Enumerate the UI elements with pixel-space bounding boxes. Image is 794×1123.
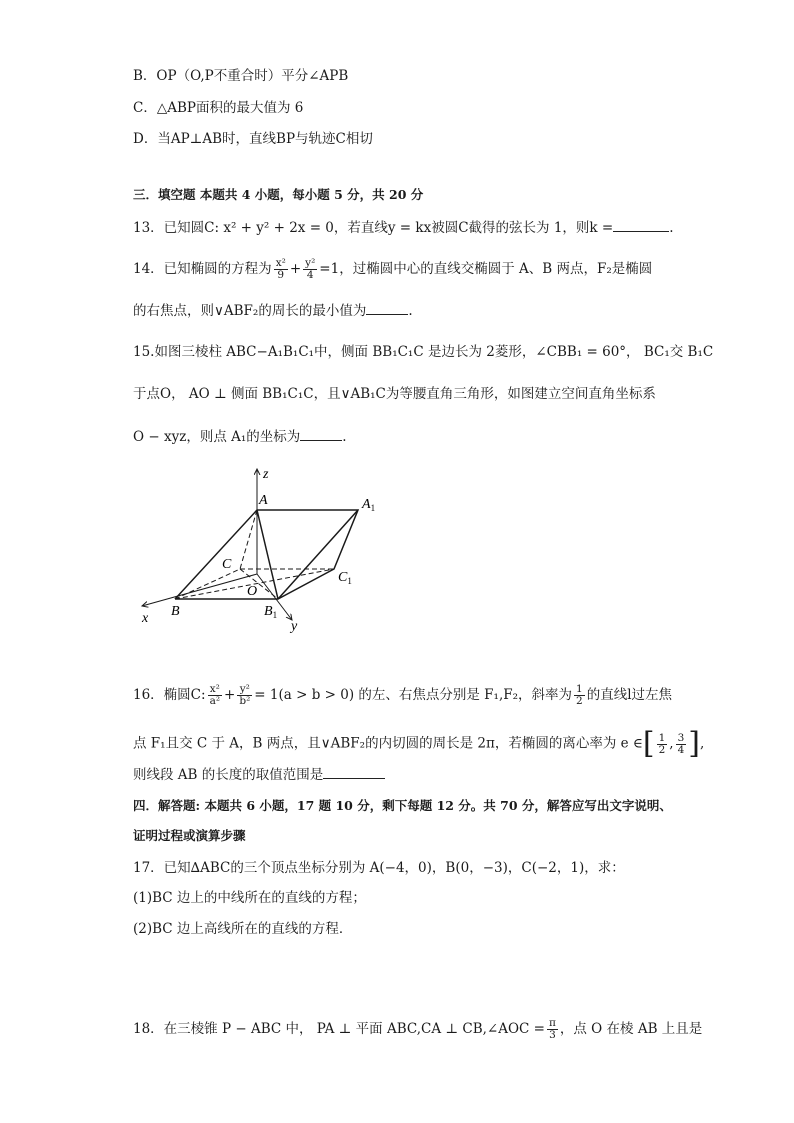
q16-fraction-y2-over-b2	[237, 684, 252, 707]
label-B: B	[171, 604, 180, 619]
q18-frac-den: 3	[549, 1029, 556, 1041]
q16-pre: 16．椭圆C:	[133, 687, 206, 703]
q14-frac2-den: 4	[306, 269, 314, 281]
q16-frac1-num: x²	[208, 684, 222, 696]
label-y: y	[291, 619, 298, 634]
q16c-text: 则线段 AB 的长度的取值范围是	[133, 767, 324, 783]
question-17-part-1: (1)BC 边上的中线所在的直线的方程；	[133, 890, 366, 906]
q14-frac2-num: y²	[305, 257, 316, 269]
q16-post: 的直线l过左焦	[586, 687, 673, 703]
question-17: 17．已知∆ABC的三个顶点坐标分别为 A(−4，0)，B(0，−3)，C(−2，1)，求：	[133, 860, 625, 876]
prism-figure	[130, 464, 390, 634]
q16-frac1-den: a²	[209, 695, 221, 707]
question-15-line-2: 于点O， AO ⊥ 侧面 BB₁C₁C，且∨AB₁C为等腰直角三角形，如图建立空间直角坐标系	[133, 386, 656, 402]
q16-frac2-den: b²	[239, 695, 251, 707]
q16-mid: = 1(a > b > 0) 的左、右焦点分别是 F₁,F₂，斜率为	[254, 687, 573, 703]
q16-fraction-three-quarters	[676, 733, 687, 756]
section-4-heading-line-1: 四．解答题: 本题共 6 小题，17 题 10 分，剩下每题 12 分。共 70 分，解答应写出文字说明、	[133, 798, 672, 813]
option-b: B．OP（O,P不重合时）平分∠APB	[133, 68, 349, 84]
q13-text: 13．已知圆C: x² + y² + 2x = 0，若直线y = kx被圆C截得的弦长为 1，则k =	[133, 220, 614, 236]
question-17-part-2: (2)BC 边上高线所在的直线的方程．	[133, 921, 353, 937]
q18-fraction-pi-over-3	[547, 1018, 558, 1041]
x-axis	[142, 574, 257, 606]
q16-fraction-x2-over-a2	[208, 684, 222, 707]
q16-fraction-half	[657, 733, 668, 756]
q16-frac4-num: 1	[658, 731, 666, 744]
q14-pre: 14．已知椭圆的方程为	[133, 261, 272, 277]
label-C: C	[222, 557, 232, 572]
label-A: A	[259, 493, 268, 508]
q16-frac5-num: 3	[677, 731, 685, 744]
q14-answer-blank[interactable]	[366, 300, 408, 315]
label-C1: $C_1$	[338, 570, 352, 586]
q16-plus: +	[224, 687, 236, 703]
question-16-line-3	[133, 764, 385, 785]
q16-fraction-slope	[574, 684, 585, 707]
option-c: C．△ABP面积的最大值为 6	[133, 100, 304, 116]
q16-frac4-den: 2	[658, 743, 666, 756]
q16-frac3-den: 2	[576, 695, 583, 707]
question-18	[133, 1018, 702, 1041]
q15c-end: .	[342, 429, 347, 445]
label-z: z	[263, 467, 269, 482]
edge-A1-B1	[278, 510, 358, 599]
question-15-line-3	[133, 426, 347, 447]
question-15-line-1: 15.如图三棱柱 ABC−A₁B₁C₁中，侧面 BB₁C₁C 是边长为 2菱形，∠CBB₁ = 60°， BC₁交 B₁C	[133, 344, 714, 360]
question-13	[133, 217, 674, 238]
label-B1: $B_1$	[264, 604, 278, 620]
question-16-line-2	[133, 726, 705, 761]
q16-interval-comma: ,	[669, 735, 674, 752]
q15-answer-blank[interactable]	[300, 426, 342, 441]
question-16-line-1	[133, 684, 672, 707]
q15c-text: O − xyz，则点 A₁的坐标为	[133, 429, 301, 445]
q13-answer-blank[interactable]	[613, 217, 669, 232]
solid-edges	[175, 510, 358, 599]
q16b-pre: 点 F₁且交 C 于 A，B 两点，且∨ABF₂的内切圆的周长是 2π，若椭圆的离心率为 e ∈	[133, 735, 643, 752]
label-x: x	[142, 611, 149, 626]
question-14-line-2	[133, 300, 413, 321]
q16b-end: ,	[700, 735, 705, 752]
q16-frac5-den: 4	[677, 743, 685, 756]
label-O: O	[247, 584, 258, 599]
q16-frac3-num: 1	[576, 683, 583, 695]
q14-frac1-num: x²	[275, 257, 286, 269]
q14b-text: 的右焦点，则∨ABF₂的周长的最小值为	[133, 303, 367, 319]
q16-right-bracket: ]	[688, 726, 700, 761]
q18-pre: 18．在三棱锥 P − ABC 中， PA ⊥ 平面 ABC,CA ⊥ CB,∠AOC =	[133, 1021, 545, 1037]
section-4-heading-line-2: 证明过程或演算步骤	[133, 828, 246, 843]
option-d: D．当AP⊥AB时，直线BP与轨迹C相切	[133, 131, 373, 147]
q14-fraction-x2-over-9	[274, 258, 288, 281]
q14b-end: .	[408, 303, 413, 319]
question-14-line-1	[133, 258, 652, 281]
q14-fraction-y2-over-4	[303, 258, 317, 281]
q16-left-bracket: [	[642, 726, 655, 761]
q16-answer-blank[interactable]	[323, 764, 385, 779]
q13-end: .	[669, 220, 674, 236]
section-3-heading: 三．填空题 本题共 4 小题，每小题 5 分，共 20 分	[133, 187, 424, 202]
q18-post: ，点 O 在棱 AB 上且是	[559, 1021, 703, 1037]
q16-frac2-num: y²	[237, 684, 252, 696]
q14-plus: +	[289, 261, 302, 277]
q14-post: =1，过椭圆中心的直线交椭圆于 A、B 两点，F₂是椭圆	[319, 261, 653, 277]
edge-A-B1	[257, 510, 278, 599]
label-A1: $A_1$	[362, 497, 376, 513]
q18-frac-num: π	[548, 1017, 556, 1029]
q14-frac1-den: 9	[277, 269, 285, 281]
